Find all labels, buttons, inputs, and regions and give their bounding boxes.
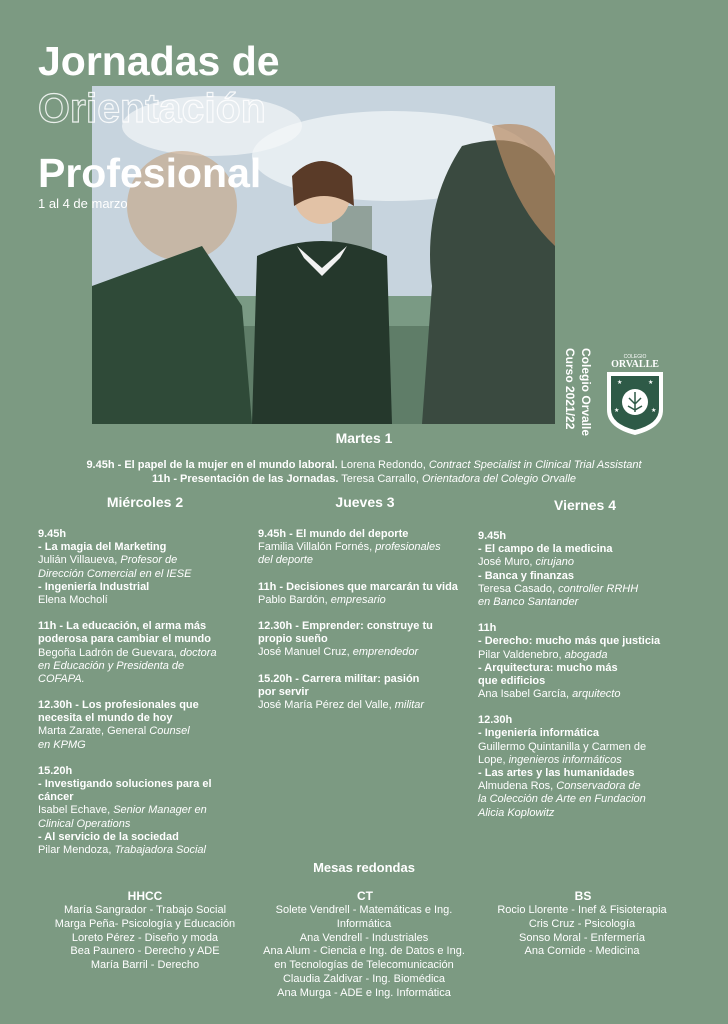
viernes-line: Alicia Koplowitz bbox=[478, 806, 555, 819]
students-illustration bbox=[92, 86, 555, 424]
viernes-line: Ana Isabel García, arquitecto bbox=[478, 688, 621, 701]
spacer bbox=[38, 607, 253, 620]
hhcc-heading: HHCC bbox=[127, 889, 163, 903]
spacer bbox=[478, 701, 693, 714]
jueves-schedule bbox=[258, 528, 473, 712]
miercoles-line: - Ingeniería Industrial bbox=[38, 580, 150, 593]
curso-label: Curso 2021/22 bbox=[563, 348, 577, 430]
spacer bbox=[478, 609, 693, 622]
bs-item: Sonso Moral - Enfermería bbox=[519, 931, 645, 944]
svg-text:★: ★ bbox=[648, 380, 654, 386]
hhcc-item: María Sangrador - Trabajo Social bbox=[63, 904, 227, 916]
jueves-line: 9.45h - El mundo del deporte bbox=[258, 528, 409, 540]
viernes-line: - Banca y finanzas bbox=[478, 569, 574, 582]
ct-item: Ana Murga - ADE e Ing. Informática bbox=[277, 986, 451, 999]
viernes-line: la Colección de Arte en Fundacion bbox=[478, 793, 646, 806]
viernes-line: Guillermo Quintanilla y Carmen de bbox=[478, 740, 647, 753]
miercoles-line: cáncer bbox=[38, 791, 74, 804]
miercoles-line: en Educación y Presidenta de bbox=[38, 659, 185, 672]
jueves-line: del deporte bbox=[258, 554, 314, 567]
jueves-line: Pablo Bardón, empresario bbox=[258, 593, 386, 606]
spacer bbox=[258, 660, 473, 673]
spacer bbox=[258, 568, 473, 581]
hhcc-item: Loreto Pérez - Diseño y moda bbox=[71, 931, 219, 944]
miercoles-line: Elena Mocholí bbox=[38, 593, 108, 606]
hhcc-list bbox=[35, 904, 255, 973]
viernes-line: - Derecho: mucho más que justicia bbox=[478, 635, 661, 648]
martes-line-2: 11h - Presentación de las Jornadas. Teresa Carrallo, Orientadora del Colegio Orvalle bbox=[151, 473, 577, 485]
jueves-line: propio sueño bbox=[258, 633, 328, 646]
viernes-line: 9.45h bbox=[478, 530, 507, 542]
martes-line-1: 9.45h - El papel de la mujer en el mundo laboral. Lorena Redondo, Contract Specialist in Clinical Trial Assistant bbox=[86, 459, 642, 471]
event-dates: 1 al 4 de marzo bbox=[38, 196, 128, 211]
jueves-line: por servir bbox=[258, 685, 309, 698]
ct-item: Solete Vendrell - Matemáticas e Ing. bbox=[275, 904, 453, 916]
hero-photo bbox=[92, 86, 555, 424]
title-line-1: Jornadas de bbox=[38, 38, 280, 84]
ct-item: Ana Alum - Ciencia e Ing. de Datos e Ing. bbox=[263, 945, 465, 958]
viernes-line: - Arquitectura: mucho más bbox=[478, 661, 618, 674]
miercoles-heading: Miércoles 2 bbox=[106, 494, 184, 510]
spacer bbox=[38, 686, 253, 699]
colegio-label: Colegio Orvalle bbox=[579, 348, 593, 437]
spacer bbox=[258, 607, 473, 620]
bs-item: Cris Cruz - Psicología bbox=[528, 917, 636, 930]
bs-item: Ana Cornide - Medicina bbox=[524, 945, 640, 958]
title-line-2-outline: Orientación bbox=[38, 85, 266, 131]
miercoles-line: necesita el mundo de hoy bbox=[38, 712, 173, 725]
ct-item: Ana Vendrell - Industriales bbox=[299, 931, 429, 944]
jueves-line: Familia Villalón Fornés, profesionales bbox=[258, 541, 441, 554]
viernes-line: en Banco Santander bbox=[478, 595, 579, 608]
mesas-heading: Mesas redondas bbox=[313, 860, 415, 875]
jueves-heading: Jueves 3 bbox=[335, 494, 395, 510]
viernes-line: - El campo de la medicina bbox=[478, 543, 613, 556]
viernes-line: que edificios bbox=[478, 674, 546, 687]
viernes-line: Teresa Casado, controller RRHH bbox=[478, 582, 639, 595]
ct-item: Informática bbox=[336, 917, 392, 930]
ct-item: en Tecnologías de Telecomunicación bbox=[274, 959, 454, 971]
title-line-3: Profesional bbox=[38, 150, 262, 196]
miercoles-line: 11h - La educación, el arma más bbox=[38, 620, 207, 633]
miercoles-line: Marta Zarate, General Counsel bbox=[38, 725, 190, 738]
viernes-line: José Muro, cirujano bbox=[478, 556, 574, 569]
viernes-schedule bbox=[478, 530, 693, 820]
viernes-heading: Viernes 4 bbox=[553, 497, 616, 513]
viernes-line: Lope, ingenieros informáticos bbox=[478, 753, 622, 766]
jueves-line: 15.20h - Carrera militar: pasión bbox=[258, 672, 420, 685]
hhcc-item: Marga Peña- Psicología y Educación bbox=[54, 917, 236, 930]
viernes-line: 11h bbox=[478, 622, 497, 635]
ct-heading: CT bbox=[357, 889, 373, 903]
bs-heading: BS bbox=[574, 889, 592, 903]
miercoles-line: Clinical Operations bbox=[38, 817, 131, 830]
miercoles-line: en KPMG bbox=[38, 738, 86, 751]
svg-text:★: ★ bbox=[651, 408, 657, 414]
viernes-line: Almudena Ros, Conservadora de bbox=[478, 780, 641, 793]
jueves-line: 11h - Decisiones que marcarán tu vida bbox=[258, 580, 458, 593]
jueves-line: 12.30h - Emprender: construye tu bbox=[258, 619, 433, 632]
miercoles-line: 15.20h bbox=[38, 764, 73, 777]
martes-heading: Martes 1 bbox=[335, 430, 393, 446]
ct-item: Claudia Zaldivar - Ing. Biomédica bbox=[282, 972, 446, 985]
viernes-line: - Las artes y las humanidades bbox=[478, 767, 635, 779]
svg-text:★: ★ bbox=[614, 408, 620, 414]
viernes-line: - Ingeniería informática bbox=[478, 727, 600, 740]
viernes-line: Pilar Valdenebro, abogada bbox=[478, 648, 608, 661]
miercoles-line: Julián Villaueva, Profesor de bbox=[38, 554, 178, 567]
hhcc-item: María Barril - Derecho bbox=[90, 959, 200, 971]
miercoles-line: Dirección Comercial en el IESE bbox=[38, 567, 192, 580]
miercoles-line: poderosa para cambiar el mundo bbox=[38, 633, 211, 646]
orvalle-crest-logo bbox=[604, 350, 666, 436]
miercoles-line: Pilar Mendoza, Trabajadora Social bbox=[38, 843, 206, 856]
miercoles-line: 12.30h - Los profesionales que bbox=[38, 699, 199, 712]
miercoles-line: 9.45h bbox=[38, 528, 67, 540]
jueves-line: José María Pérez del Valle, militar bbox=[258, 698, 425, 711]
bs-item: Rocio Llorente - Inef & Fisioterapia bbox=[497, 904, 667, 916]
miercoles-schedule bbox=[38, 528, 253, 857]
hhcc-item: Bea Paunero - Derecho y ADE bbox=[70, 945, 220, 958]
miercoles-line: - La magia del Marketing bbox=[38, 541, 167, 554]
miercoles-line: Isabel Echave, Senior Manager en bbox=[38, 804, 207, 817]
svg-text:ORVALLE: ORVALLE bbox=[611, 359, 659, 370]
ct-list bbox=[254, 904, 474, 1000]
miercoles-line: Begoña Ladrón de Guevara, doctora bbox=[38, 646, 217, 659]
spacer bbox=[38, 752, 253, 765]
miercoles-line: COFAPA. bbox=[38, 672, 85, 685]
viernes-line: 12.30h bbox=[478, 714, 513, 727]
jueves-line: José Manuel Cruz, emprendedor bbox=[258, 646, 419, 659]
svg-text:COLEGIO: COLEGIO bbox=[623, 354, 647, 360]
svg-text:★: ★ bbox=[617, 380, 623, 386]
bs-list bbox=[472, 904, 692, 959]
miercoles-line: - Investigando soluciones para el bbox=[38, 778, 212, 790]
miercoles-line: - Al servicio de la sociedad bbox=[38, 830, 179, 843]
